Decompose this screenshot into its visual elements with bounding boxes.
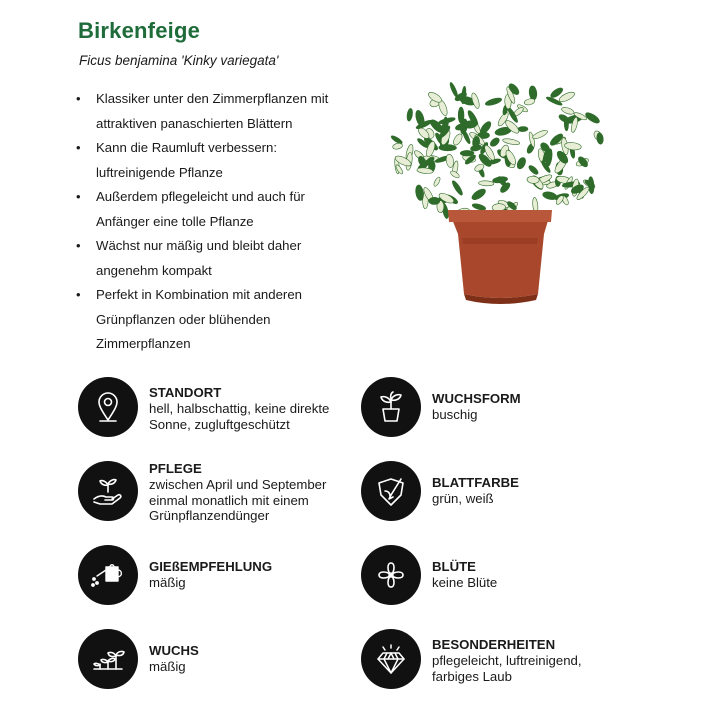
feature-label: WUCHS	[149, 643, 199, 658]
feature-pflege	[78, 461, 326, 524]
feature-bluete	[361, 545, 497, 605]
feature-blattfarbe	[361, 461, 519, 521]
feature-giessen	[78, 545, 272, 605]
hand-seedling-icon	[78, 461, 138, 521]
bullet-dot: •	[76, 140, 81, 155]
feature-label: BESONDERHEITEN	[432, 637, 556, 652]
sprouts-icon	[78, 629, 138, 689]
location-pin-icon	[78, 377, 138, 437]
bullet-item	[76, 283, 346, 357]
diamond-icon	[361, 629, 421, 689]
feature-value: buschig	[432, 407, 478, 422]
feature-bullet-list	[76, 87, 346, 357]
feature-label: PFLEGE	[149, 461, 202, 476]
bullet-text: Perfekt in Kombination mit anderen Grünpflanzen oder blühenden Zimmerpflanzen	[96, 287, 302, 351]
feature-label: BLATTFARBE	[432, 475, 519, 490]
bullet-dot: •	[76, 189, 81, 204]
feature-value: zwischen April und September einmal monatlich mit einem Grünpflanzendünger	[149, 477, 327, 523]
bullet-dot: •	[76, 287, 81, 302]
bullet-text: Klassiker unter den Zimmerpflanzen mit attraktiven panaschierten Blättern	[96, 91, 329, 131]
potted-plant-icon	[361, 377, 421, 437]
feature-wuchs	[78, 629, 199, 689]
flower-icon	[361, 545, 421, 605]
botanical-name: Ficus benjamina 'Kinky variegata'	[79, 53, 279, 68]
feature-label: BLÜTE	[432, 559, 476, 574]
bullet-dot: •	[76, 91, 81, 106]
page-title: Birkenfeige	[78, 18, 201, 43]
feature-value: mäßig	[149, 659, 186, 674]
feature-standort	[78, 377, 329, 437]
bullet-text: Kann die Raumluft verbessern: luftreinigende Pflanze	[96, 140, 278, 180]
leaf-brush-icon	[361, 461, 421, 521]
feature-label: GIEßEMPFEHLUNG	[149, 559, 273, 574]
bullet-item	[76, 234, 346, 283]
feature-value: keine Blüte	[432, 575, 498, 590]
bullet-item	[76, 87, 346, 136]
bullet-dot: •	[76, 238, 81, 253]
feature-value: mäßig	[149, 575, 186, 590]
feature-wuchsform	[361, 377, 521, 437]
feature-label: STANDORT	[149, 385, 222, 400]
feature-besonderheiten	[361, 629, 582, 689]
feature-value: hell, halbschattig, keine direkte Sonne, zugluftgeschützt	[149, 401, 330, 432]
feature-value: pflegeleicht, luftreinigend, farbiges Laub	[432, 653, 582, 684]
bullet-text: Außerdem pflegeleicht und auch für Anfänger eine tolle Pflanze	[96, 189, 305, 229]
bullet-item	[76, 185, 346, 234]
feature-label: WUCHSFORM	[432, 391, 521, 406]
plant-image	[378, 62, 628, 312]
watering-can-icon	[78, 545, 138, 605]
feature-value: grün, weiß	[432, 491, 494, 506]
bullet-text: Wächst nur mäßig und bleibt daher angenehm kompakt	[96, 238, 302, 278]
bullet-item	[76, 136, 346, 185]
